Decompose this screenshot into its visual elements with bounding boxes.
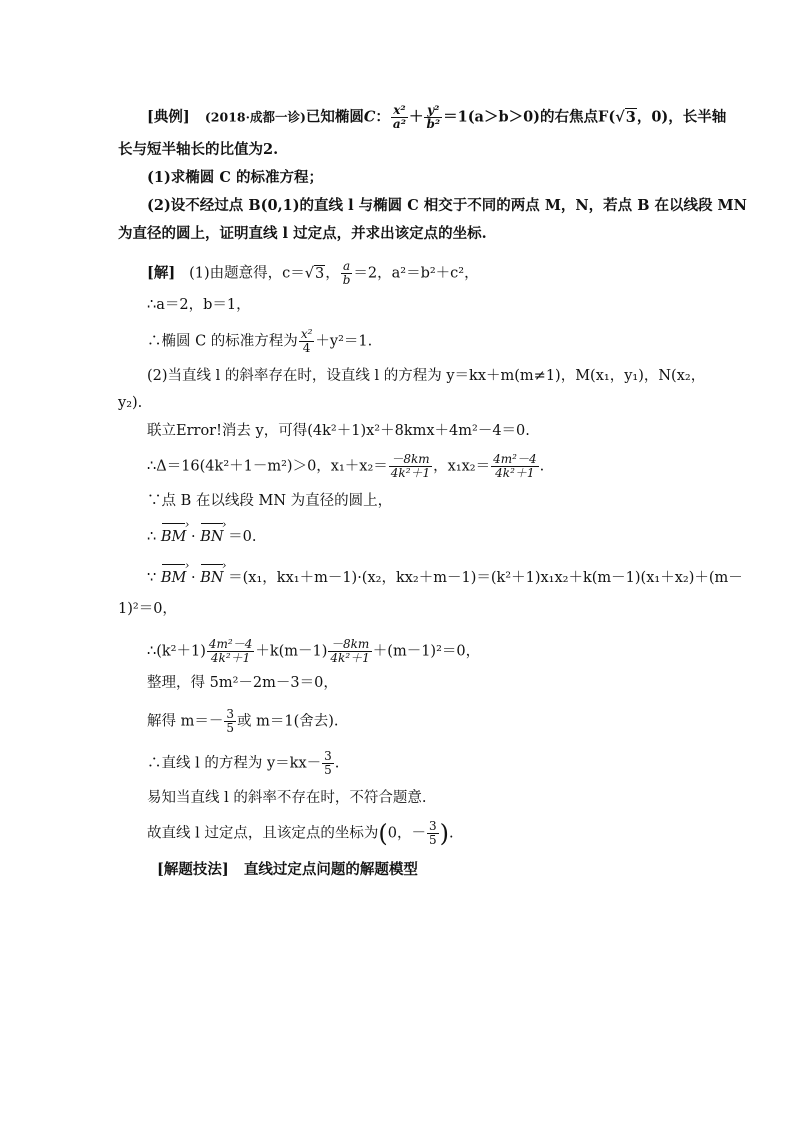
question-2-a: (2)设不经过点 B(0,1)的直线 l 与椭圆 C 相交于不同的两点 M，N，若点 B 在以线段 MN (147, 197, 747, 214)
solution-line-12: 解得 m＝－ $\frac{3}{5}$ 或 m＝1(舍去). (147, 707, 339, 735)
fraction-a-b: $\frac{a}{b}$ (342, 259, 351, 287)
solution-line-11: 整理，得 5m²－2m－3＝0， (147, 675, 338, 691)
solution-line-8: ∴ BM › · BN › ＝0. (147, 527, 256, 547)
solution-line-14: 易知当直线 l 的斜率不存在时，不符合题意. (147, 790, 427, 806)
solution-line-4b: y₂). (118, 395, 143, 411)
example-tag: [典例] (147, 108, 190, 126)
solution-line-15: 故直线 l 过定点，且该定点的坐标为(0，－ $\frac{3}{5}$ ). (147, 819, 454, 848)
problem-line-1: [典例] (2018·成都一诊)已知椭圆C： $\frac{\text{x²}}{\text{a²}}$ ＋ $\frac{\text{y²}}{\text{b²}}$ ＝1(a＞b＞0)的右焦点F(√3，0)，长半轴 (147, 103, 727, 131)
solution-line-2: ∴a＝2，b＝1， (147, 297, 251, 313)
question-2-b: 为直径的圆上，证明直线 l 过定点，并求出该定点的坐标. (118, 225, 487, 242)
method-heading (157, 860, 418, 880)
fraction-y2-b2: $\frac{\text{y²}}{\text{b²}}$ (426, 103, 441, 131)
solution-line-13: ∴直线 l 的方程为 y＝kx－ $\frac{3}{5}$ . (147, 749, 340, 777)
solution-line-6: ∴Δ＝16(4k²＋1－m²)＞0，x₁＋x₂＝ $\frac{-8km}{\text{4k²＋1}}$ ，x₁x₂＝ $\frac{\text{4m²－4}}{\text{4k²＋1}}$ . (147, 452, 545, 480)
problem-source: (2018·成都一诊) (204, 109, 306, 125)
method-tag: [解题技法] (157, 861, 229, 878)
fraction-3-5: $\frac{3}{5}$ (226, 707, 234, 735)
method-title: 直线过定点问题的解题模型 (243, 861, 418, 878)
solution-line-1: [解] (1)由题意得，c＝√3， $\frac{a}{b}$ ＝2，a²＝b²＋c²， (147, 259, 479, 287)
problem-line-2: 长与短半轴长的比值为2. (118, 141, 279, 158)
solution-tag: [解] (147, 264, 176, 282)
solution-line-9b: 1)²＝0， (118, 601, 177, 617)
fraction-sum: $\frac{-8km}{\text{4k²＋1}}$ (390, 452, 431, 480)
solution-line-10: ∴(k²＋1) $\frac{\text{4m²－4}}{\text{4k²＋1}}$ ＋k(m－1) $\frac{-8km}{\text{4k²＋1}}$ ＋(m－1)²＝0， (147, 637, 481, 665)
solution-line-7: ∵点 B 在以线段 MN 为直径的圆上， (147, 493, 393, 509)
fraction-x2-4: $\frac{\text{x²}}{4}$ (300, 327, 313, 355)
fraction-product: $\frac{\text{4m²－4}}{\text{4k²＋1}}$ (493, 452, 537, 480)
fraction-x2-a2: $\frac{\text{x²}}{\text{a²}}$ (392, 103, 406, 131)
vector-bn: BN › (200, 527, 223, 547)
sqrt-3: 3 (625, 108, 636, 126)
vector-bm: BM › (161, 527, 187, 547)
solution-line-9a: ∵ BM › · BN › ＝(x₁，kx₁＋m－1)·(x₂，kx₂＋m－1)＝(k²＋1)x₁x₂＋k(m－1)(x₁＋x₂)＋(m－ (147, 568, 743, 588)
solution-line-4a: (2)当直线 l 的斜率存在时，设直线 l 的方程为 y＝kx＋m(m≠1)，M(x₁，y₁)，N(x₂， (147, 368, 706, 384)
solution-line-5: 联立Error!消去 y，可得(4k²＋1)x²＋8kmx＋4m²－4＝0. (147, 423, 530, 439)
question-1: (1)求椭圆 C 的标准方程； (147, 169, 323, 186)
solution-line-3: ∴椭圆 C 的标准方程为 $\frac{\text{x²}}{4}$ ＋y²＝1. (147, 327, 373, 355)
